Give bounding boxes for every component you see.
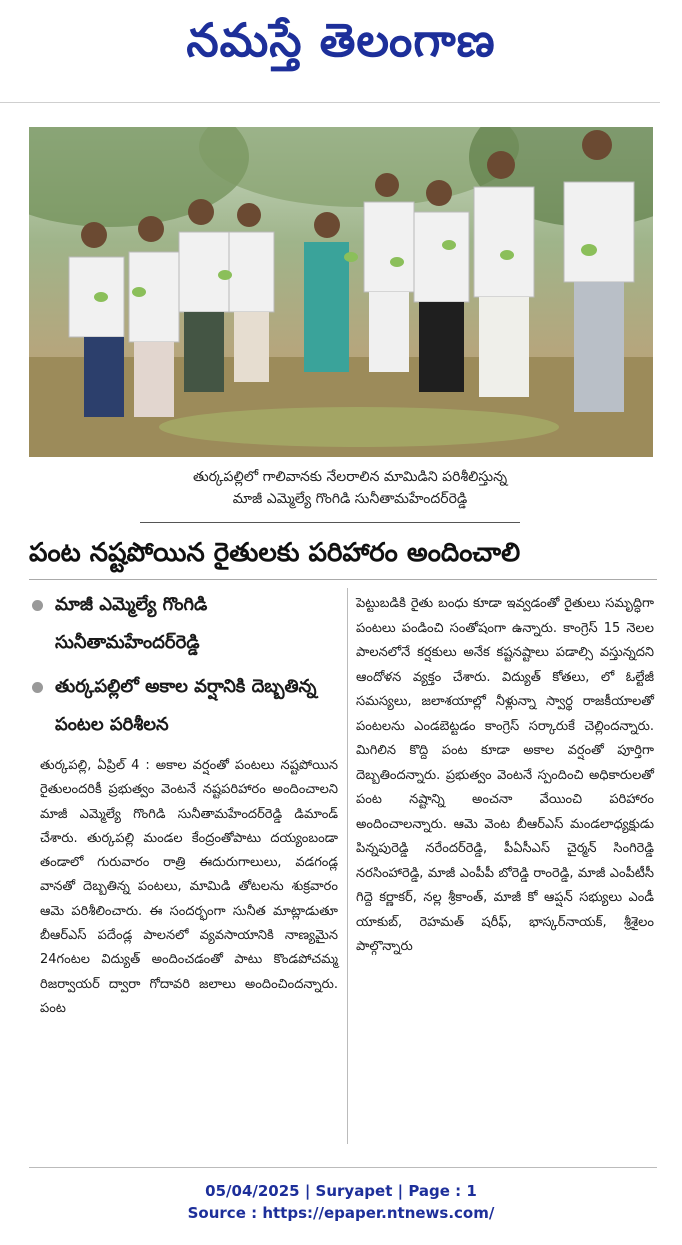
- caption-line-2: మాజీ ఎమ్మెల్యే గొంగిడి సునీతామహేందర్‌రెడ్డి: [232, 491, 468, 507]
- article-body-right: [356, 592, 654, 960]
- article-headline: పంట నష్టపోయిన రైతులకు పరిహారం అందించాలి: [29, 538, 521, 568]
- highlight-text: మాజీ ఎమ్మెల్యే గొంగిడి సునీతామహేందర్‌రెడ్డి: [55, 594, 208, 653]
- caption-underline: [140, 522, 520, 523]
- news-photo: [29, 127, 653, 457]
- body-paragraph: పెట్టుబడికి రైతు బంధు కూడా ఇవ్వడంతో రైతులు సమృద్ధిగా పంటలు పండించి సంతోషంగా ఉన్నారు. కాంగ్రెస్ 15 నెలల పాలనలోనే కర్షకులు అనేక కష్టనష్టాలు పడాల్సి వస్తున్నదని ఆందోళన వ్యక్తం చేశారు. విద్యుత్ కోతలు, లో ఓల్టేజీ సమస్యలు, జలాశయాల్లో నీళ్లున్నా స్వార్థ రాజకీయాలతో పంటలను ఎండబెట్టడం కాంగ్రెస్ సర్కారుకే చెల్లిందన్నారు. మిగిలిన కొద్ది పంట కూడా అకాల వర్షంతో పూర్తిగా దెబ్బతిందన్నారు. ప్రభుత్వం వెంటనే స్పందించి అధికారులతో పంట నష్టాన్ని అంచనా వేయించి పరిహారం అందించాలన్నారు. ఆమె వెంట బీఆర్‌ఎస్ మండలాధ్యక్షుడు పిన్నపురెడ్డి నరేందర్‌రెడ్డి, పీఏసీఎస్ చైర్మన్ సింగిరెడ్డి నరసింహారెడ్డి, మాజీ ఎంపీపీ బోరెడ్డి రాంరెడ్డి, మాజీ ఎంపీటీసీ గిద్దె కర్ణాకర్, నల్ల శ్రీకాంత్, మాజీ కో ఆప్షన్ సభ్యులు ఎండీ యాకుబ్, రెహమత్ షరీఫ్, భాస్కర్‌నాయక్, శ్రీశైలం పాల్గొన్నారు: [356, 596, 654, 954]
- photo-caption: [150, 466, 550, 510]
- footer-source-link[interactable]: Source : https://epaper.ntnews.com/: [187, 1204, 495, 1222]
- newspaper-logo: నమస్తే తెలంగాణ: [186, 13, 496, 67]
- page-footer: [0, 1180, 682, 1224]
- bullet-icon: [32, 682, 43, 693]
- photo-illustration: [29, 127, 653, 457]
- article-body-left: [40, 754, 338, 1021]
- highlight-text: తుర్కపల్లిలో అకాల వర్షానికి దెబ్బతిన్న పంటల పరిశీలన: [55, 676, 317, 735]
- headline-divider: [29, 579, 657, 580]
- highlight-item: [29, 668, 345, 744]
- highlights-list: [29, 586, 345, 750]
- masthead: [0, 0, 682, 80]
- footer-divider: [29, 1167, 657, 1168]
- caption-line-1: తుర్కపల్లిలో గాలివానకు నేలరాలిన మామిడిని పరిశీలిస్తున్న: [192, 469, 508, 485]
- column-divider: [347, 588, 348, 1144]
- top-divider: [0, 102, 660, 103]
- body-paragraph: తుర్కపల్లి, ఏప్రిల్ 4 : అకాల వర్షంతో పంటలు నష్టపోయిన రైతులందరికీ ప్రభుత్వం వెంటనే నష్టపరిహారం అందించాలని మాజీ ఎమ్మెల్యే గొంగిడి సునీతామహేందర్‌రెడ్డి డిమాండ్ చేశారు. తుర్కపల్లి మండల కేంద్రంతోపాటు దయ్యంబండా తండాలో గురువారం రాత్రి ఈదురుగాలులు, వడగండ్ల వానతో దెబ్బతిన్న పంటలు, మామిడి తోటలను శుక్రవారం ఆమె పరిశీలించారు. ఈ సందర్భంగా సునీత మాట్లాడుతూ బీఆర్‌ఎస్ పదేండ్ల పాలనలో వ్యవసాయానికి నాణ్యమైన 24గంటల విద్యుత్ అందించడంతో పాటు కొండపోచమ్మ రిజర్వాయర్ ద్వారా గోదావరి జలాలు అందించిందన్నారు. పంట: [40, 758, 338, 1016]
- footer-date-edition: 05/04/2025 | Suryapet | Page : 1: [205, 1182, 477, 1200]
- highlight-item: [29, 586, 345, 662]
- bullet-icon: [32, 600, 43, 611]
